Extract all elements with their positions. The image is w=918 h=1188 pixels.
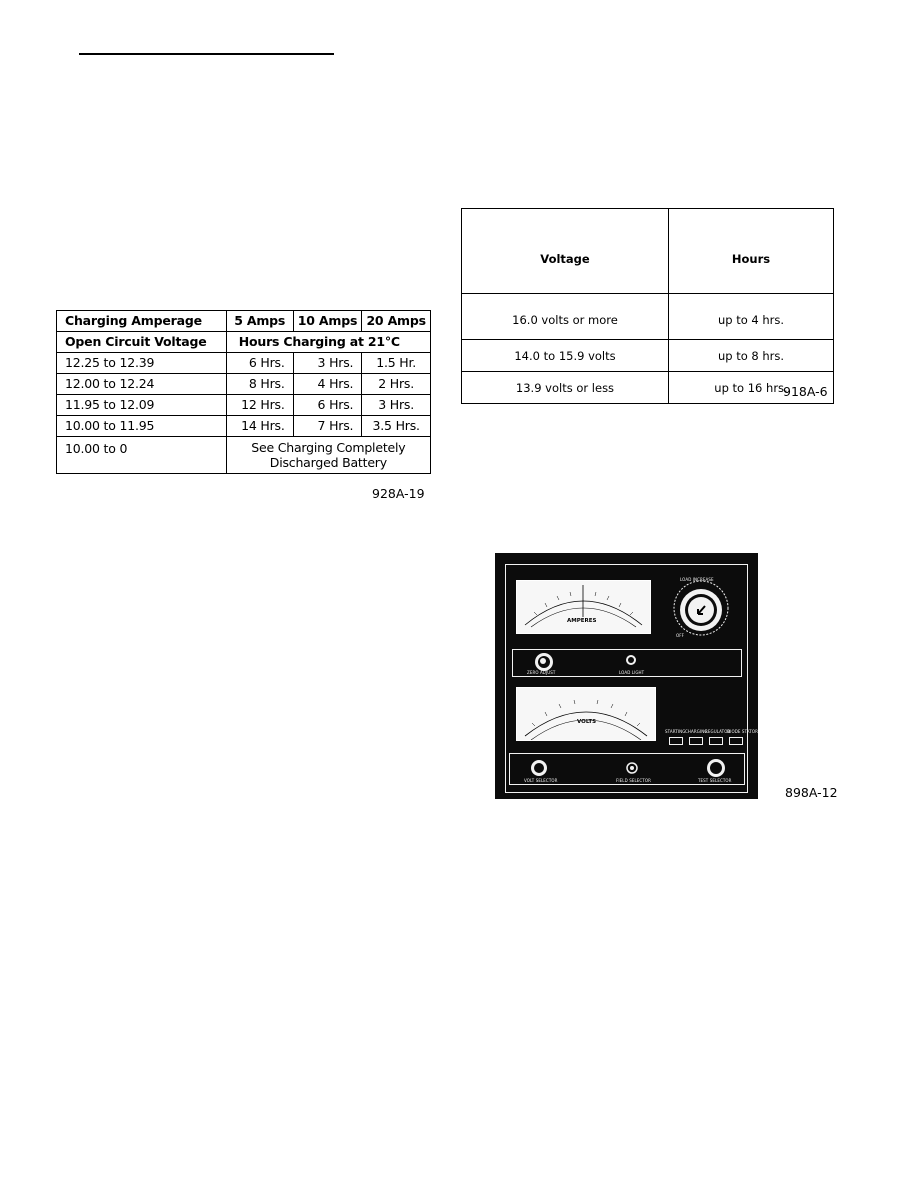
voltmeter-label: VOLTS [577, 719, 597, 725]
figure-caption: 898A-12 [785, 785, 838, 800]
charging-button [689, 737, 703, 745]
table-cell: 12 Hrs. [226, 395, 293, 416]
note-line: See Charging Completely [251, 440, 406, 455]
table-cell: 3 Hrs. [293, 353, 362, 374]
alternator-tester-illustration [495, 553, 758, 799]
header-cell: 10 Amps [293, 311, 362, 332]
table-cell: 8 Hrs. [226, 374, 293, 395]
table-row [57, 395, 431, 416]
table-header-row [57, 311, 431, 332]
table-row [462, 372, 834, 404]
volt-selector-knob-icon [530, 759, 548, 777]
header-cell: 20 Amps [362, 311, 431, 332]
ammeter [516, 580, 651, 634]
subheader-cell: Hours Charging at 21°C [226, 332, 430, 353]
diode-stator-label: DIODE STATOR [727, 729, 758, 734]
header-rule [79, 53, 334, 55]
test-selector-label: TEST SELECTOR [698, 778, 732, 783]
charging-time-table [56, 310, 431, 474]
table-cell: 6 Hrs. [226, 353, 293, 374]
table-header-row [462, 209, 834, 294]
table-row [462, 294, 834, 340]
header-cell: 5 Amps [226, 311, 293, 332]
header-cell: Charging Amperage [57, 311, 227, 332]
regulator-label: REGULATOR [705, 729, 731, 734]
load-increase-knob-icon [669, 576, 733, 640]
ammeter-scale [517, 581, 650, 633]
starting-label: STARTING [665, 729, 686, 734]
volt-selector-label: VOLT SELECTOR [524, 778, 558, 783]
table-row [57, 374, 431, 395]
voltmeter-scale [517, 688, 655, 740]
table-row [57, 437, 431, 474]
table-cell: 10.00 to 0 [57, 437, 227, 474]
off-label: OFF [676, 633, 685, 638]
table-subheader-row [57, 332, 431, 353]
note-line: Discharged Battery [269, 455, 387, 470]
voltage-hours-table [461, 208, 834, 404]
subheader-cell: Open Circuit Voltage [57, 332, 227, 353]
table-cell: 13.9 volts or less [462, 372, 669, 404]
field-selector-knob-icon [626, 762, 638, 774]
diode-stator-button [729, 737, 743, 745]
regulator-button [709, 737, 723, 745]
table-cell: 11.95 to 12.09 [57, 395, 227, 416]
load-light-label: LOAD LIGHT [619, 670, 645, 675]
table-cell: 12.25 to 12.39 [57, 353, 227, 374]
table-cell: 14 Hrs. [226, 416, 293, 437]
figure-caption: 928A-19 [372, 486, 425, 501]
table-cell: 12.00 to 12.24 [57, 374, 227, 395]
header-cell: Voltage [462, 209, 669, 294]
field-selector-label: FIELD SELECTOR [616, 778, 651, 783]
zero-adjust-label: ZERO ADJUST [527, 670, 556, 675]
table-cell: 3 Hrs. [362, 395, 431, 416]
load-increase-label: LOAD INCREASE [680, 577, 714, 582]
zero-adjust-panel [512, 649, 742, 677]
table-cell: 10.00 to 11.95 [57, 416, 227, 437]
table-note-cell [226, 437, 430, 474]
table-cell: 16.0 volts or more [462, 294, 669, 340]
figure-caption: 918A-6 [783, 384, 828, 399]
table-row [57, 416, 431, 437]
selector-panel [509, 753, 745, 785]
table-cell: 3.5 Hrs. [362, 416, 431, 437]
table-row [462, 340, 834, 372]
table-cell: 4 Hrs. [293, 374, 362, 395]
test-selector-knob-icon [706, 758, 726, 778]
header-cell: Hours [669, 209, 834, 294]
table-cell: 2 Hrs. [362, 374, 431, 395]
table-cell: up to 4 hrs. [669, 294, 834, 340]
starting-button [669, 737, 683, 745]
table-cell: 6 Hrs. [293, 395, 362, 416]
charging-label: CHARGING [685, 729, 708, 734]
table-row [57, 353, 431, 374]
table-cell: 7 Hrs. [293, 416, 362, 437]
table-cell: up to 16 hrs. [669, 372, 834, 404]
table-cell: 1.5 Hr. [362, 353, 431, 374]
load-light-icon [625, 654, 637, 666]
table-cell: up to 8 hrs. [669, 340, 834, 372]
ammeter-label: AMPERES [567, 618, 597, 624]
voltmeter [516, 687, 656, 741]
table-cell: 14.0 to 15.9 volts [462, 340, 669, 372]
